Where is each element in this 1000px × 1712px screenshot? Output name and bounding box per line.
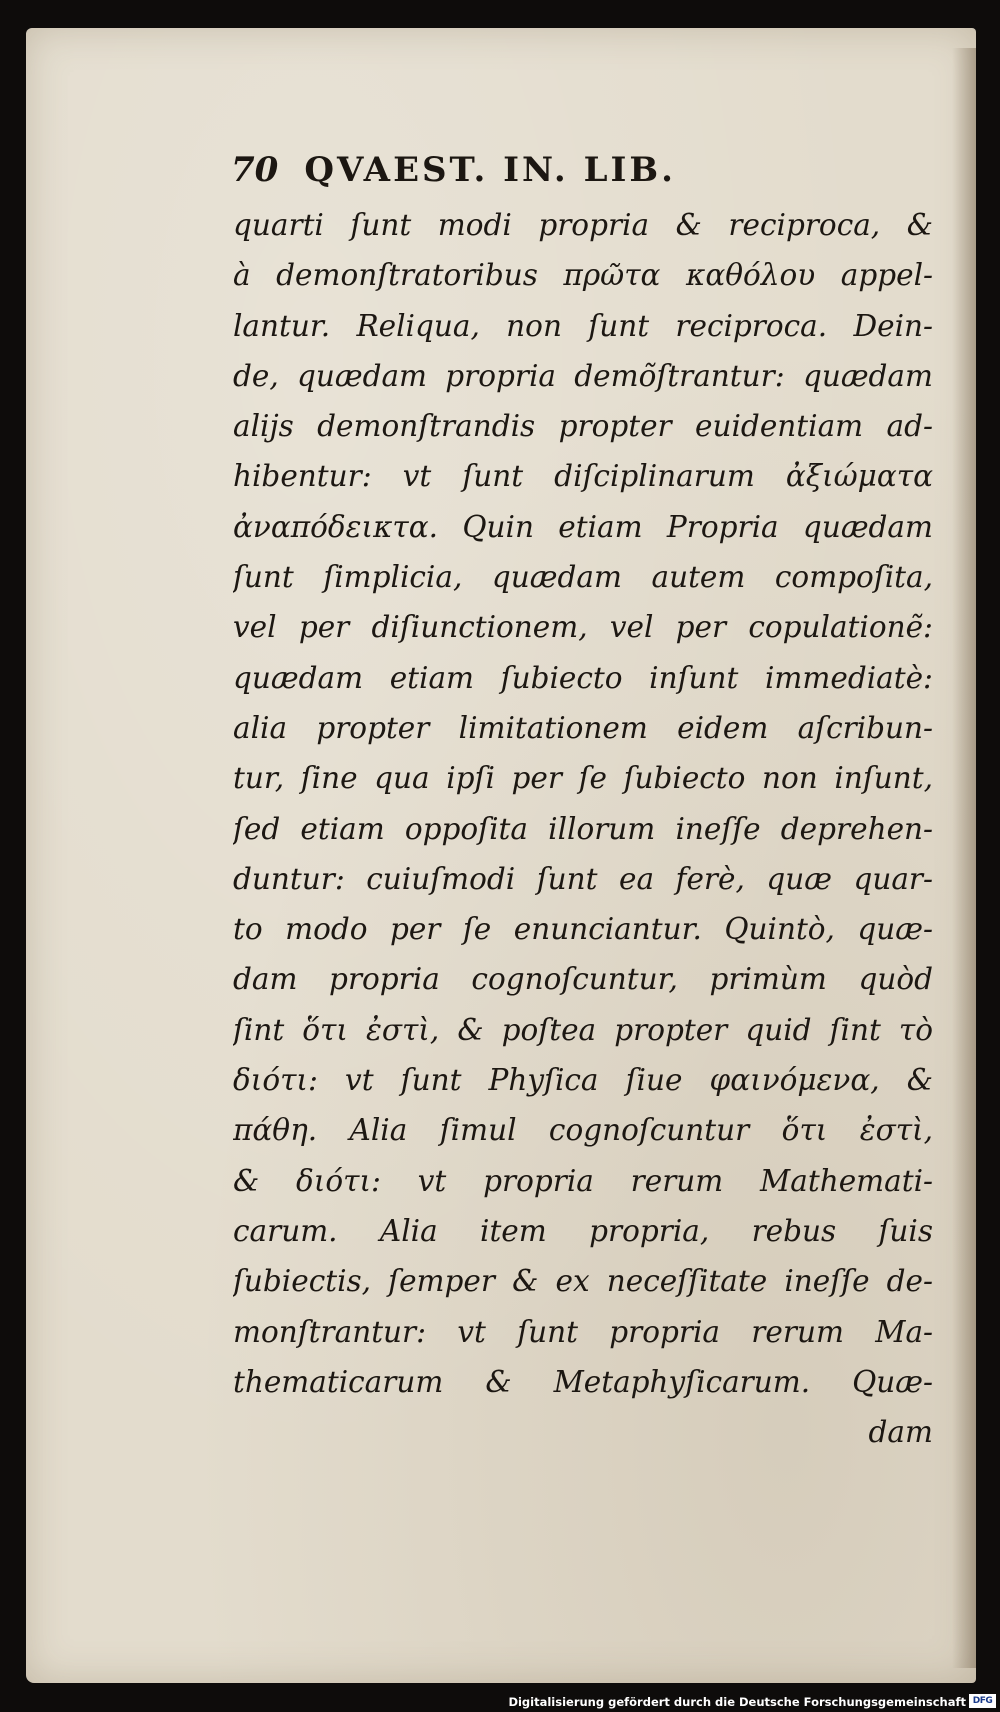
page-gutter-shadow: [952, 48, 976, 1668]
text-line: vel per diſiunctionem, vel per copulationẽ:: [233, 610, 933, 645]
text-line: διότι: vt ſunt Phyſica ſiue φαινόμενα, &: [233, 1063, 933, 1098]
text-line: alijs demonſtrandis propter euidentiam ad-: [233, 409, 933, 444]
text-line: quædam etiam ſubiecto inſunt immediatè:: [233, 660, 933, 695]
running-head: [231, 150, 676, 190]
text-line: de, quædam propria demõſtrantur: quædam: [233, 358, 933, 393]
text-line: ἀναπόδεικτα. Quin etiam Propria quædam: [233, 509, 933, 544]
text-line: & διότι: vt propria rerum Mathemati-: [233, 1163, 933, 1198]
text-line: lantur. Reliqua, non ſunt reciproca. Dein-: [233, 308, 933, 343]
text-line: duntur: cuiuſmodi ſunt ea ferè, quæ quar-: [233, 861, 933, 896]
footer-bar: [0, 1690, 1000, 1712]
text-line: monſtrantur: vt ſunt propria rerum Ma-: [233, 1314, 933, 1349]
text-line: πάθη. Alia ſimul cognoſcuntur ὅτι ἐστὶ,: [233, 1113, 933, 1148]
text-line: ſunt ſimplicia, quædam autem compoſita,: [233, 560, 933, 595]
text-line: alia propter limitationem eidem aſcribun-: [233, 710, 933, 745]
text-line: ſint ὅτι ἐστὶ, & poſtea propter quid ſint τὸ: [233, 1012, 933, 1047]
body-text: [233, 200, 933, 1457]
text-line: à demonſtratoribus πρῶτα καθόλου appel-: [233, 258, 933, 293]
text-line: to modo per ſe enunciantur. Quintò, quæ-: [233, 912, 933, 947]
text-line: quarti ſunt modi propria & reciproca, &: [233, 208, 933, 242]
page-number: 70: [231, 150, 279, 190]
text-line: ſed etiam oppoſita illorum ineſſe deprehen-: [233, 811, 933, 846]
running-head-title: QVAEST. IN. LIB.: [304, 150, 676, 190]
text-line: ſubiectis, ſemper & ex neceſſitate ineſſe de-: [233, 1264, 933, 1299]
text-line: carum. Alia item propria, rebus ſuis: [233, 1213, 933, 1248]
text-line: thematicarum & Metaphyſicarum. Quæ-: [233, 1364, 933, 1399]
text-line: tur, ſine qua ipſi per ſe ſubiecto non inſunt,: [233, 761, 933, 796]
text-line: hibentur: vt ſunt diſciplinarum ἀξιώματα: [233, 459, 933, 494]
digitization-credit: Digitalisierung gefördert durch die Deutsche Forschungsgemeinschaft: [508, 1695, 966, 1709]
catchword: dam: [868, 1415, 933, 1450]
dfg-logo: DFG: [969, 1694, 996, 1708]
text-line: dam propria cognoſcuntur, primùm quòd: [233, 962, 933, 997]
